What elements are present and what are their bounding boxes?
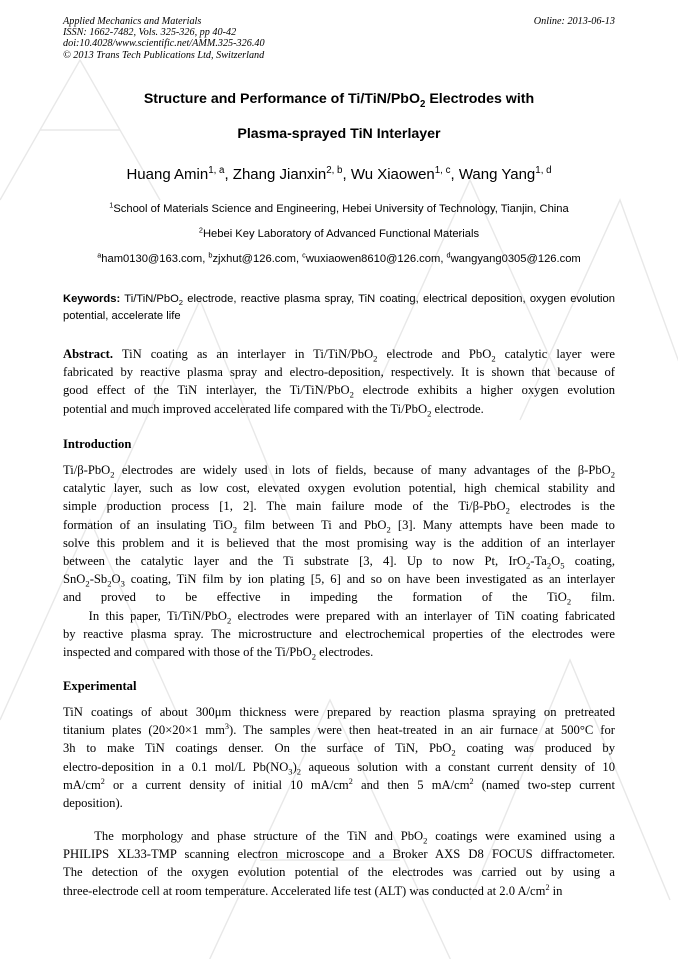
- subscript: 2: [423, 835, 428, 846]
- text-run: coating,: [564, 553, 615, 568]
- subscript: 2: [505, 505, 510, 516]
- author-separator: ,: [224, 166, 233, 183]
- subscript: 2: [427, 408, 432, 419]
- subscript: 2: [525, 560, 531, 571]
- subscript: 2: [386, 524, 391, 535]
- text-line: [63, 588, 615, 606]
- text-run: electrode exhibits a higher oxygen evolution: [353, 383, 615, 398]
- superscript: 2: [348, 776, 353, 786]
- text-run: by reactive plasma spray. The microstructure and electrochemical properties of the electrodes were: [63, 626, 615, 641]
- text-run: inspected and compared with those of the Ti/PbO: [63, 644, 312, 659]
- text-run: The detection of the oxygen evolution potential of the electrodes was carried out by using a: [63, 865, 615, 880]
- text-run: three-electrode cell at room temperature. Accelerated life test (ALT) was conducted at 2.0 A/cm: [63, 883, 546, 898]
- email-mark: b: [208, 250, 213, 260]
- subscript: 2: [491, 353, 496, 364]
- text-run: potential and much improved accelerated life compared with the Ti/PbO: [63, 401, 428, 416]
- text-run: aqueous solution with a constant current density of 10: [301, 759, 616, 774]
- text-run: O: [111, 572, 121, 587]
- email-address: ham0130@163.com: [101, 253, 203, 265]
- author-name: Huang Amin: [126, 166, 209, 183]
- introduction-paragraph: [63, 461, 615, 661]
- text-line: [63, 882, 615, 900]
- text-run: coating was produced by: [455, 741, 615, 756]
- journal-name: Applied Mechanics and Materials: [63, 16, 202, 27]
- text-run: film.: [571, 590, 615, 605]
- keywords: Keywords: Ti/TiN/PbO$_2$ electrode, reactive plasma spray, TiN coating, electrical deposition, oxygen evolution potential, accelerate life: [63, 293, 615, 322]
- text-run: -Sb: [89, 572, 108, 587]
- text-run: Ti/β-PbO: [63, 463, 111, 477]
- subscript: 5: [560, 560, 565, 571]
- text-line: [63, 516, 615, 534]
- text-run: electrodes.: [315, 644, 374, 659]
- text-run: electrode and PbO: [377, 347, 492, 361]
- keywords-label: Keywords:: [63, 293, 121, 305]
- section-heading-introduction: Introduction: [63, 437, 132, 451]
- text-line: [63, 625, 615, 643]
- affiliation-2: $^2$Hebei Key Laboratory of Advanced Functional Materials: [198, 225, 480, 240]
- text-run: simple production process [1, 2]. The main failure mode of the Ti/β-PbO: [63, 499, 506, 514]
- author-affiliation-mark: 1, c: [434, 165, 451, 176]
- text-run: and proved to be effective in impeding the formation of the TiO: [63, 590, 567, 605]
- subscript: 2: [566, 596, 572, 607]
- text-line: [63, 381, 615, 399]
- text-run: or a current density of initial 10 mA/cm: [104, 777, 349, 792]
- superscript: 2: [545, 882, 550, 892]
- text-run: (named two-step current: [473, 777, 615, 792]
- text-line: [63, 776, 615, 794]
- text-run: catalytic layer were: [495, 347, 616, 361]
- text-run: ). The samples were then heat-treated in an air furnace at 500°C for: [229, 723, 615, 738]
- email-address: wuxiaowen8610@126.com: [305, 253, 441, 265]
- subscript: 2: [226, 615, 232, 626]
- text-run: coatings were examined using a: [427, 829, 615, 843]
- email-separator: ,: [295, 253, 303, 265]
- subscript: 2: [110, 469, 115, 480]
- text-run: TiN coating as an interlayer in Ti/TiN/PbO: [113, 347, 374, 361]
- text-run: -Ta: [530, 553, 547, 568]
- text-line: [63, 570, 615, 588]
- text-run: solve this problem and it is believed that the most promising way is the addition of an interlayer: [63, 535, 615, 550]
- text-line: [63, 479, 615, 497]
- text-line: [63, 794, 615, 812]
- subscript: 2: [546, 560, 552, 571]
- paper-title-line-2: Plasma-sprayed TiN Interlayer: [237, 126, 441, 142]
- text-run: electrodes were prepared with an interlayer of TiN coating fabricated: [231, 608, 615, 623]
- text-line: [63, 721, 615, 739]
- online-date: Online: 2013-06-13: [533, 16, 615, 27]
- author-name: Wang Yang: [458, 166, 536, 183]
- text-line: [63, 703, 615, 721]
- paper-title-line-1: Structure and Performance of Ti/TiN/PbO$_2$ Electrodes with: [143, 91, 535, 110]
- text-line: [63, 345, 615, 363]
- author-affiliation-mark: 1, d: [535, 165, 552, 176]
- text-run: mA/cm: [63, 777, 101, 792]
- text-run: in: [549, 883, 563, 898]
- text-run: O: [551, 553, 561, 568]
- text-run: titanium plates (20×20×1 mm: [63, 723, 225, 738]
- journal-header: [63, 16, 615, 61]
- subscript: 2: [311, 651, 316, 662]
- subscript: 3: [288, 766, 293, 777]
- superscript: 2: [469, 776, 474, 786]
- copyright-line: © 2013 Trans Tech Publications Ltd, Switzerland: [63, 49, 265, 61]
- text-run: SnO: [63, 572, 86, 587]
- author-emails: [0, 250, 678, 265]
- text-line: [63, 827, 615, 845]
- text-line: [63, 552, 615, 570]
- section-heading-experimental: Experimental: [63, 679, 137, 693]
- text-run: between the catalytic layer and the Ti substrate [3, 4]. Up to now Pt, IrO: [63, 553, 526, 568]
- text-run: In this paper, Ti/TiN/PbO: [63, 608, 227, 623]
- text-line: [63, 863, 615, 881]
- text-line: [63, 739, 615, 757]
- text-line: [63, 607, 615, 625]
- author-separator: ,: [342, 166, 351, 183]
- author-list: [0, 166, 678, 183]
- text-run: electro-deposition in a 0.1 mol/L Pb(NO: [63, 759, 289, 774]
- author-separator: ,: [450, 166, 459, 183]
- subscript: 3: [120, 578, 125, 589]
- text-line: [63, 643, 615, 661]
- subscript: 2: [107, 578, 112, 589]
- abstract-label: Abstract.: [63, 347, 114, 361]
- author-affiliation-mark: 2, b: [326, 165, 343, 176]
- email-address: wangyang0305@126.com: [450, 253, 581, 265]
- affiliation-1: $^1$School of Materials Science and Engineering, Hebei University of Technology, Tianjin, China: [109, 200, 569, 215]
- text-run: The morphology and phase structure of the TiN and PbO: [63, 829, 424, 843]
- text-run: deposition).: [63, 795, 123, 810]
- text-run: electrodes are widely used in lots of fields, because of many advantages of the β-PbO: [114, 463, 611, 477]
- email-mark: c: [302, 250, 306, 260]
- subscript: 2: [349, 389, 354, 400]
- text-run: and then 5 mA/cm: [352, 777, 470, 792]
- email-address: zjxhut@126.com: [212, 253, 296, 265]
- text-line: [63, 758, 615, 776]
- abstract-paragraph: [63, 345, 615, 418]
- text-run: ): [292, 759, 297, 774]
- text-line: [63, 497, 615, 515]
- text-run: electrodes is the: [509, 499, 615, 514]
- text-line: [63, 400, 615, 418]
- subscript: 2: [610, 469, 615, 480]
- text-run: coating, TiN film by ion plating [5, 6] and so on have been investigated as an interlayer: [124, 572, 615, 587]
- text-line: [63, 461, 615, 479]
- subscript: 2: [85, 578, 90, 589]
- text-line: [63, 845, 615, 863]
- text-run: fabricated by reactive plasma spray and electro-deposition, respectively. It is shown that because of: [63, 365, 615, 380]
- author-affiliation-mark: 1, a: [208, 165, 225, 176]
- subscript: 2: [296, 766, 302, 777]
- text-run: PHILIPS XL33-TMP scanning electron microscope and a Broker AXS D8 FOCUS diffractometer.: [63, 847, 615, 862]
- text-run: film between Ti and PbO: [237, 517, 387, 532]
- text-run: [3]. Many attempts have been made to: [390, 517, 615, 532]
- experimental-paragraph-1: [63, 703, 615, 812]
- text-line: [63, 534, 615, 552]
- email-separator: ,: [202, 253, 209, 265]
- doi-line: doi:10.4028/www.scientific.net/AMM.325-326.40: [63, 38, 265, 50]
- text-run: TiN coatings of about 300μm thickness were prepared by reaction plasma spraying on pretreated: [63, 705, 615, 719]
- text-run: 3h to make TiN coatings denser. On the surface of TiN, PbO: [63, 741, 452, 756]
- text-run: formation of an insulating TiO: [63, 517, 233, 532]
- text-run: electrode.: [431, 401, 484, 416]
- superscript: 2: [100, 776, 105, 786]
- author-name: Wu Xiaowen: [350, 166, 435, 183]
- text-run: good effect of the TiN interlayer, the Ti/TiN/PbO: [63, 383, 350, 398]
- author-name: Zhang Jianxin: [232, 166, 327, 183]
- subscript: 2: [373, 353, 378, 364]
- superscript: 3: [224, 722, 229, 731]
- experimental-paragraph-2: [63, 827, 615, 900]
- text-run: catalytic layer, such as low cost, elevated oxygen evolution potential, high chemical stability and: [63, 481, 615, 496]
- issn-line: ISSN: 1662-7482, Vols. 325-326, pp 40-42: [63, 27, 237, 39]
- email-mark: d: [446, 250, 451, 260]
- email-mark: a: [97, 250, 102, 260]
- subscript: 2: [451, 747, 456, 758]
- text-line: [63, 363, 615, 381]
- email-separator: ,: [440, 253, 447, 265]
- subscript: 2: [232, 524, 237, 535]
